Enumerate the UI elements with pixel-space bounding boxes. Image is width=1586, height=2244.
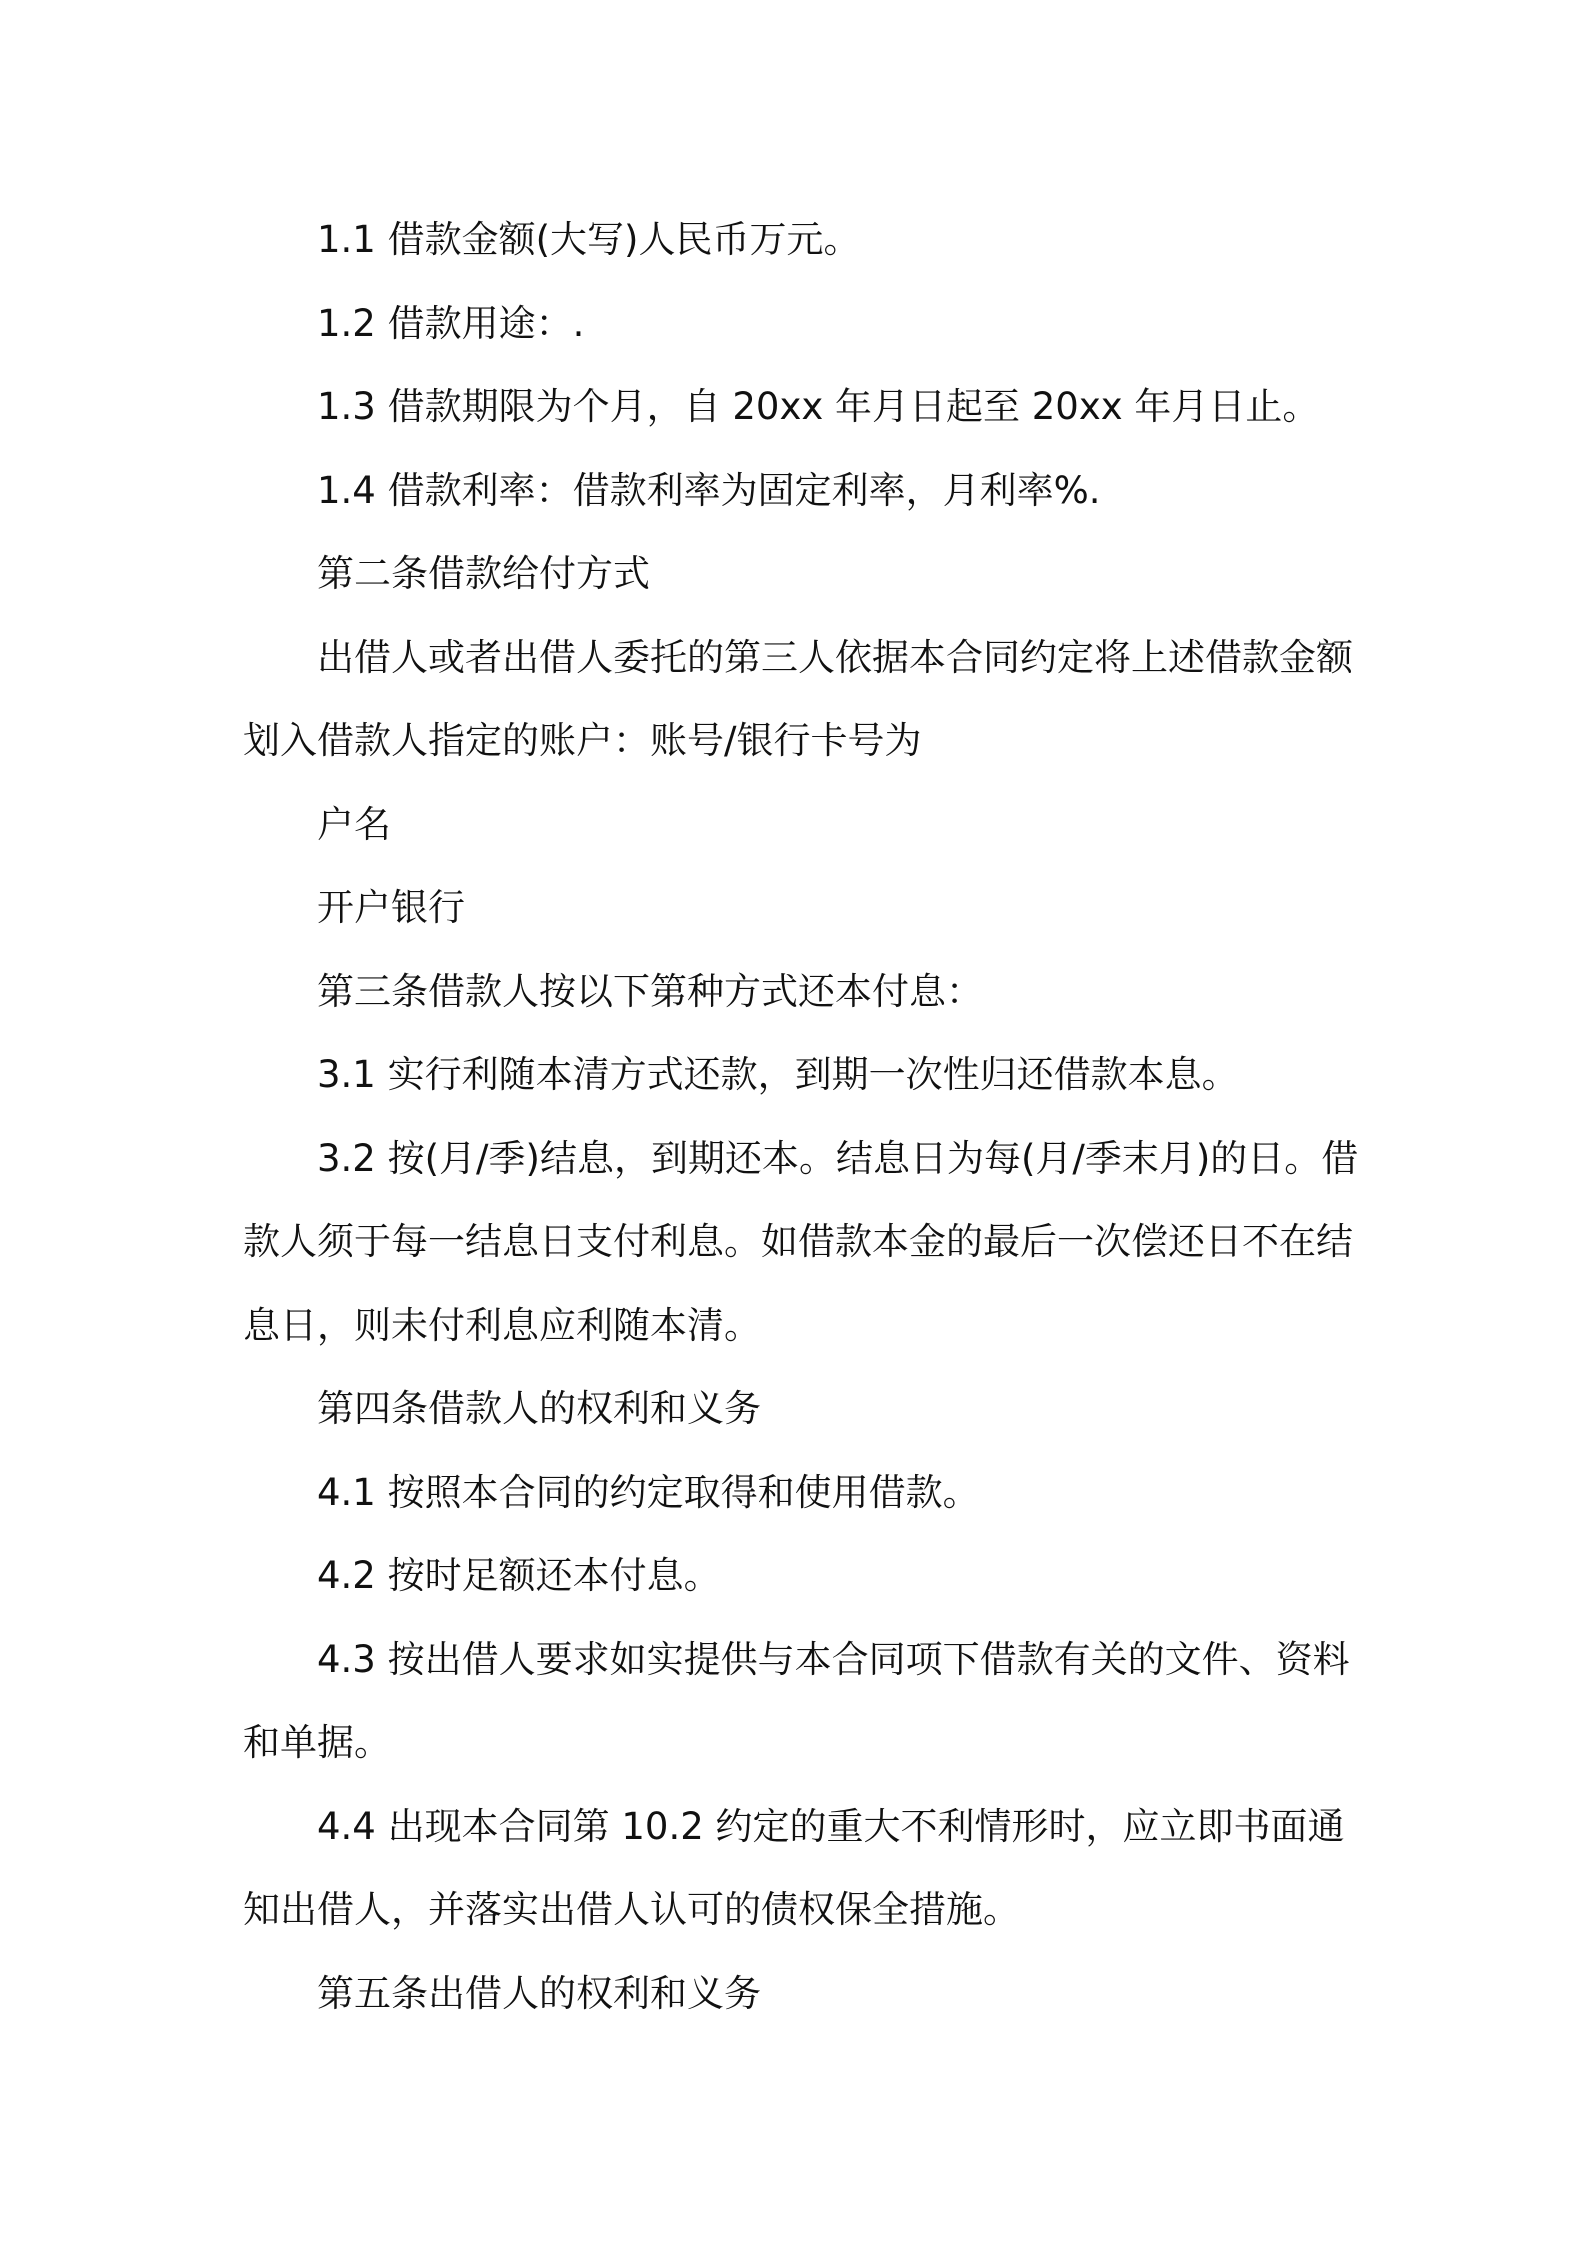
clause-4-1: 4.1 按照本合同的约定取得和使用借款。: [317, 1470, 980, 1514]
clause-3-2: 3.2 按(月/季)结息，到期还本。结息日为每(月/季末月)的日。借款人须于每一结息日支付利息。如借款本金的最后一次偿还日不在结息日，则未付利息应利随本清。: [243, 1136, 1359, 1347]
article-2-heading: 第二条借款给付方式: [317, 552, 650, 595]
account-name-line: 户名: [317, 802, 391, 846]
clause-1-3: 1.3 借款期限为个月，自 20xx 年月日起至 20xx 年月日止。: [317, 385, 1320, 428]
bank-line: 开户银行: [317, 886, 465, 929]
clause-4-2: 4.2 按时足额还本付息。: [317, 1554, 721, 1597]
clause-4-4: 4.4 出现本合同第 10.2 约定的重大不利情形时，应立即书面通知出借人，并落实出借人认可的债权保全措施。: [243, 1804, 1345, 1931]
document-body: [243, 198, 1363, 2035]
clause-1-4: 1.4 借款利率：借款利率为固定利率，月利率%.: [317, 468, 1101, 512]
article-5-heading: 第五条出借人的权利和义务: [317, 1971, 761, 2015]
clause-1-1: 1.1 借款金额(大写)人民币万元。: [317, 218, 861, 261]
article-4-heading: 第四条借款人的权利和义务: [317, 1387, 761, 1430]
clause-3-1: 3.1 实行利随本清方式还款，到期一次性归还借款本息。: [317, 1053, 1239, 1096]
article-2-body: 出借人或者出借人委托的第三人依据本合同约定将上述借款金额划入借款人指定的账户：账号/银行卡号为: [243, 635, 1353, 762]
clause-1-2: 1.2 借款用途：.: [317, 301, 585, 345]
clause-4-3: 4.3 按出借人要求如实提供与本合同项下借款有关的文件、资料和单据。: [243, 1637, 1350, 1764]
article-3-heading: 第三条借款人按以下第种方式还本付息：: [317, 969, 983, 1013]
